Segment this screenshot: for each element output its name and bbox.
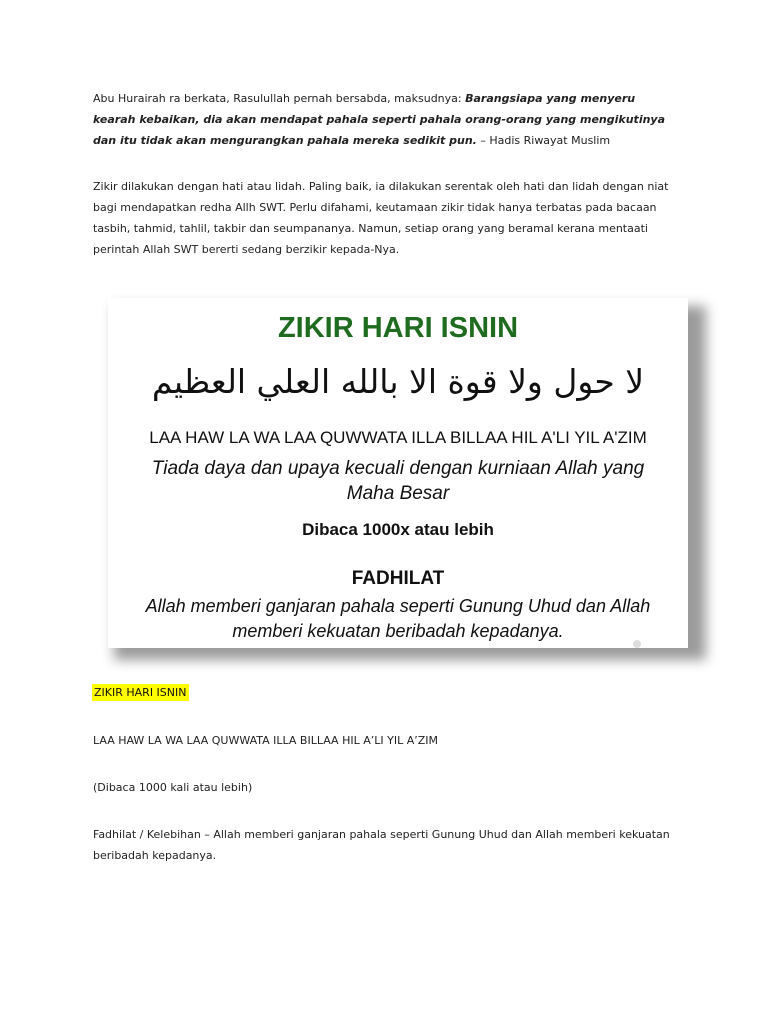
- hadith-quote: Barangsiapa yang menyeru kearah kebaikan, dia akan mendapat pahala seperti pahala orang-orang yang mengikutinya dan itu tidak akan mengurangkan pahala mereka sedikit pun.: [93, 92, 666, 147]
- hadith-paragraph: [93, 88, 673, 151]
- card-title: ZIKIR HARI ISNIN: [277, 312, 519, 344]
- section-transliteration: LAA HAW LA WA LAA QUWWATA ILLA BILLAA HIL A’LI YIL A’ZIM: [93, 734, 438, 747]
- hadith-lead: Abu Hurairah ra berkata, Rasulullah pernah bersabda, maksudnya:: [93, 92, 466, 105]
- section-fadhilat: Fadhilat / Kelebihan – Allah memberi ganjaran pahala seperti Gunung Uhud dan Allah memberi kekuatan beribadah kepadanya.: [93, 828, 670, 862]
- section-title-highlighted: ZIKIR HARI ISNIN: [94, 686, 187, 699]
- card-fadhilat-text: Allah memberi ganjaran pahala seperti Gunung Uhud dan Allah memberi kekuatan beribadah kepadanya.: [145, 596, 651, 641]
- zikir-card-image: [108, 298, 688, 648]
- hadith-source: – Hadis Riwayat Muslim: [476, 134, 611, 147]
- card-arabic-text: لا حول ولا قوة الا بالله العلي العظيم: [151, 362, 645, 401]
- card-meaning: Tiada daya dan upaya kecuali dengan kurniaan Allah yang Maha Besar: [151, 458, 645, 504]
- zikir-explanation-paragraph: Zikir dilakukan dengan hati atau lidah. Paling baik, ia dilakukan serentak oleh hati dan lidah dengan niat bagi mendapatkan redha Allh SWT. Perlu difahami, keutamaan zikir tidak hanya terbatas pada bacaan tasbih, tahmid, tahlil, takbir dan seumpananya. Namun, setiap orang yang beramal kerana mentaati perintah Allah SWT bererti sedang berzikir kepada-Nya.: [93, 180, 669, 256]
- watermark-dot: [633, 640, 641, 648]
- card-count: Dibaca 1000x atau lebih: [302, 520, 494, 539]
- card-fadhilat-heading: FADHILAT: [351, 568, 445, 589]
- card-transliteration: LAA HAW LA WA LAA QUWWATA ILLA BILLAA HIL A'LI YIL A'ZIM: [149, 428, 647, 447]
- section-count: (Dibaca 1000 kali atau lebih): [93, 781, 253, 794]
